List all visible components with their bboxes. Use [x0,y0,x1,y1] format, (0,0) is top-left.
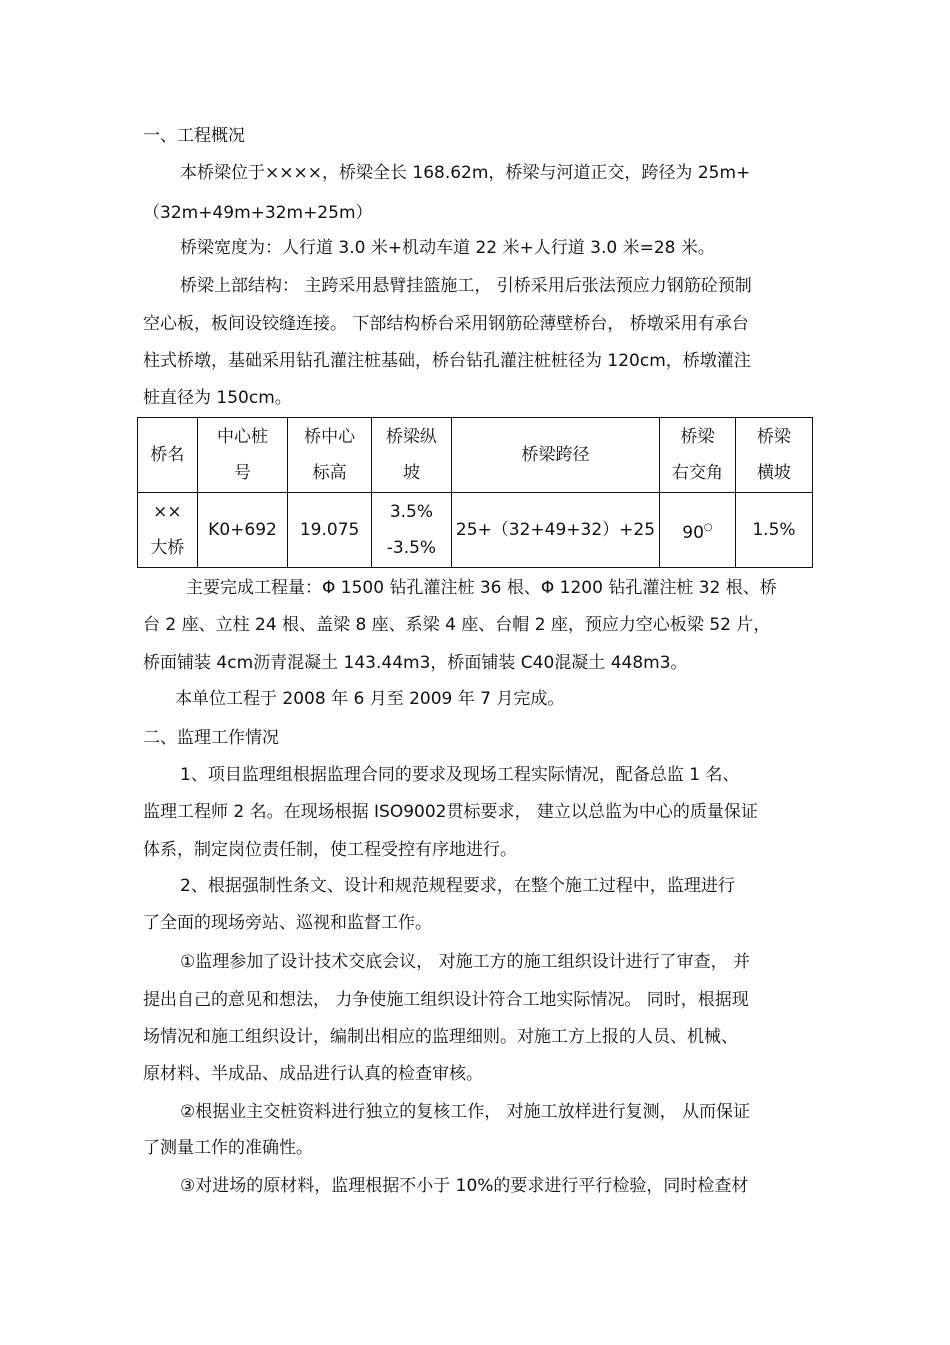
item2-line2: 了全面的现场旁站、巡视和监督工作。 [143,913,432,933]
cell-span: 25+（32+49+32）+25 [451,493,659,568]
header-cross-slope: 桥梁 横坡 [735,418,812,493]
quantities-line3: 桥面铺装 4cm沥青混凝土 143.44m3，桥面铺装 C40混凝土 448m3。 [143,653,688,673]
c1-line2: 提出自己的意见和想法， 力争使施工组织设计符合工地实际情况。 同时，根据现 [143,990,749,1010]
cell-station: K0+692 [197,493,287,568]
completion-line: 本单位工程于 2008 年 6 月至 2009 年 7 月完成。 [175,689,565,709]
p2: 桥梁宽度为：人行道 3.0 米+机动车道 22 米+人行道 3.0 米=28 米。 [180,238,715,258]
header-station: 中心桩 号 [197,418,287,493]
p3-line1: 桥梁上部结构： 主跨采用悬臂挂篮施工， 引桥采用后张法预应力钢筋砼预制 [180,276,752,296]
section2-heading: 二、监理工作情况 [143,728,279,748]
header-angle: 桥梁 右交角 [660,418,736,493]
bridge-info-table [137,417,813,568]
item1-line2: 监理工程师 2 名。在现场根据 ISO9002贯标要求， 建立以总监为中心的质量保证 [143,802,758,822]
c1-line1: ①监理参加了设计技术交底会议， 对施工方的施工组织设计进行了审查， 并 [180,952,751,972]
item1-line3: 体系，制定岗位责任制，使工程受控有序地进行。 [143,840,517,860]
header-bridge-name: 桥名 [138,418,198,493]
p1-line2: （32m+49m+32m+25m） [143,203,373,223]
c2-line2: 了测量工作的准确性。 [143,1138,313,1158]
c1-line3: 场情况和施工组织设计，编制出相应的监理细则。对施工方上报的人员、机械、 [143,1027,738,1047]
table-header-row [138,418,813,493]
p3-line4: 桩直径为 150cm。 [143,388,292,408]
cell-cross-slope: 1.5% [735,493,812,568]
p3-line2: 空心板，板间设铰缝连接。 下部结构桥台采用钢筋砼薄壁桥台， 桥墩采用有承台 [143,314,749,334]
cell-bridge-name: ×× 大桥 [138,493,198,568]
degree-mark: ○ [703,521,713,533]
c2-line1: ②根据业主交桩资料进行独立的复核工作， 对施工放样进行复测， 从而保证 [180,1102,751,1122]
cell-long-slope: 3.5% -3.5% [371,493,451,568]
cell-elevation: 19.075 [288,493,372,568]
header-span: 桥梁跨径 [451,418,659,493]
item1-line1: 1、项目监理组根据监理合同的要求及现场工程实际情况，配备总监 1 名、 [180,765,740,785]
table-row [138,493,813,568]
quantities-line1: 主要完成工程量：Φ 1500 钻孔灌注桩 36 根、Φ 1200 钻孔灌注桩 32 根、桥 [186,578,777,598]
header-long-slope: 桥梁纵 坡 [371,418,451,493]
cell-angle: 90○ [660,493,736,568]
p1-line1: 本桥梁位于××××，桥梁全长 168.62m，桥梁与河道正交，跨径为 25m+ [180,163,751,183]
p3-line3: 柱式桥墩，基础采用钻孔灌注桩基础，桥台钻孔灌注桩桩径为 120cm，桥墩灌注 [143,351,751,371]
c1-line4: 原材料、半成品、成品进行认真的检查审核。 [143,1064,483,1084]
c3-line1: ③对进场的原材料，监理根据不小于 10%的要求进行平行检验，同时检查材 [180,1176,749,1196]
quantities-line2: 台 2 座、立柱 24 根、盖梁 8 座、系梁 4 座、台帽 2 座，预应力空心板梁 52 片， [143,615,771,635]
header-elevation: 桥中心 标高 [288,418,372,493]
section1-heading: 一、工程概况 [143,126,245,146]
item2-line1: 2、根据强制性条文、设计和规范规程要求，在整个施工过程中，监理进行 [180,876,735,896]
